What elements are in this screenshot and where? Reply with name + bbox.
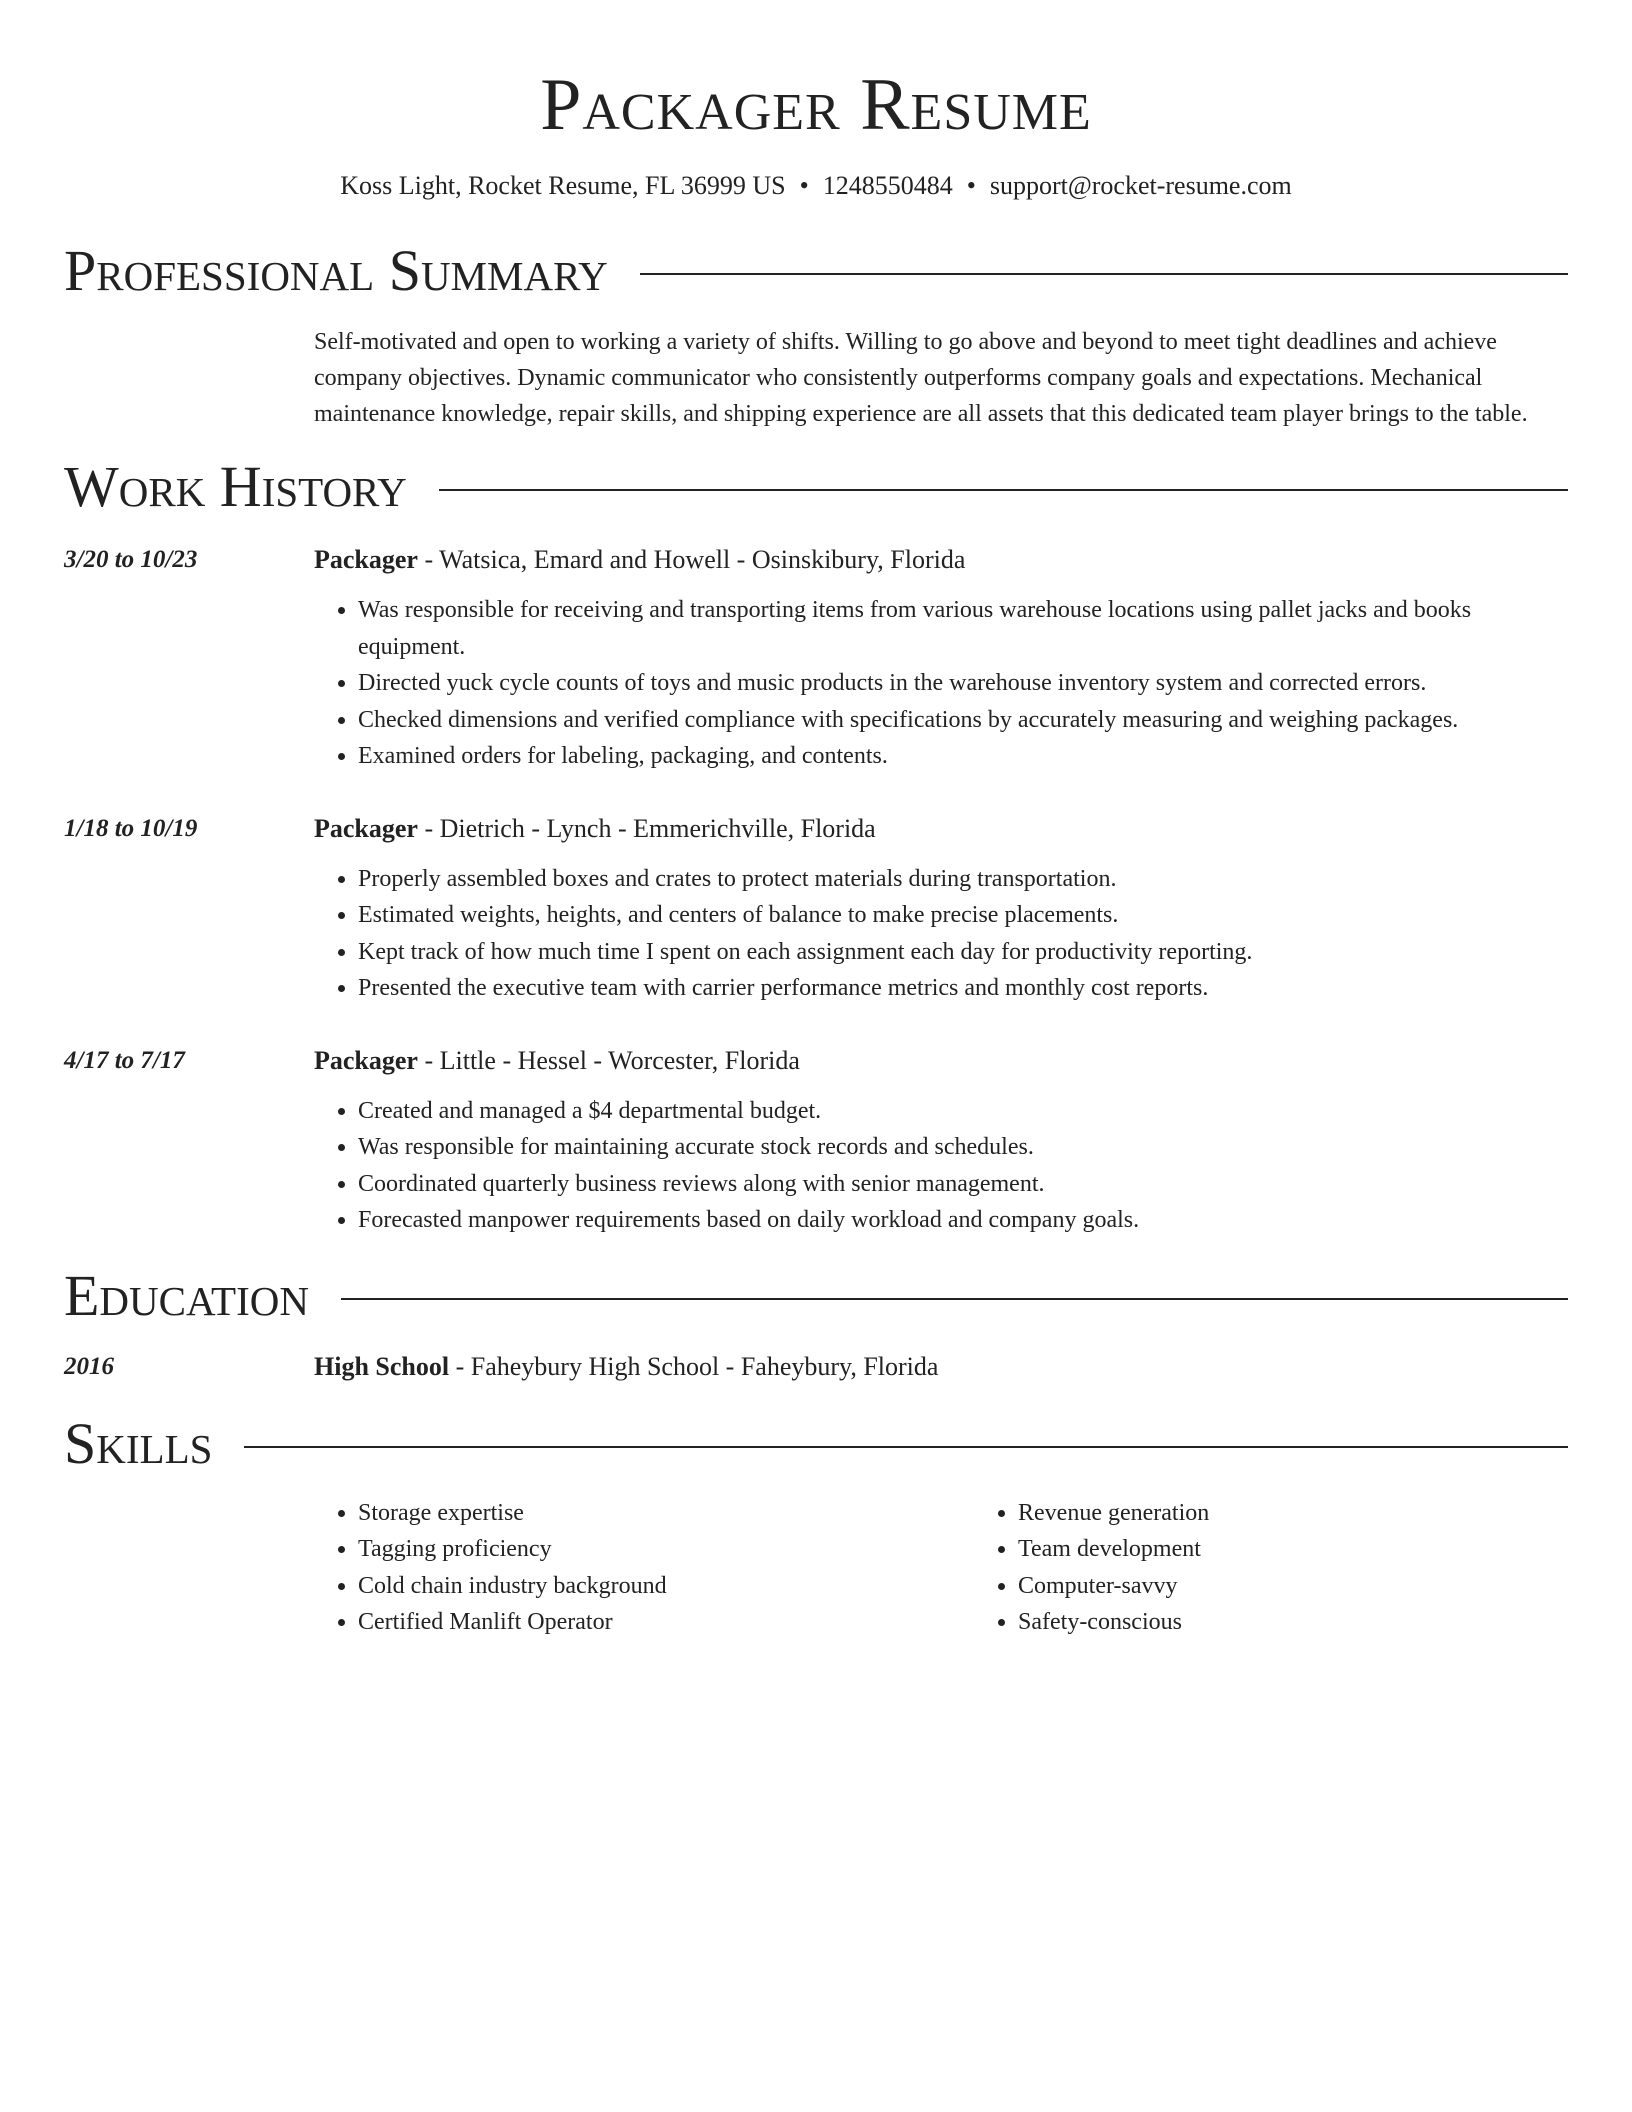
list-item: • Coordinated quarterly business reviews along with senior management. [358,1166,1568,1203]
skills-columns [314,1495,1568,1641]
summary-text: Self-motivated and open to working a variety of shifts. Willing to go above and beyond to meet tight deadlines and achieve company objectives. Dynamic communicator who consistently outperforms company goals and expectations. Mechanical maintenance knowledge, repair skills, and shipping experience are all assets that this dedicated team player brings to the table. [314,329,1528,427]
section-divider [439,489,1568,491]
resume-title: Packager Resume [540,64,1092,146]
section-divider [341,1298,1568,1300]
job-role: Packager [314,545,418,574]
list-item: • Safety-conscious [1018,1604,1632,1641]
job-dates: 3/20 to 10/23 [64,546,198,573]
skills-section-title: Skills [64,1410,213,1476]
job-body [314,811,1568,1007]
summary-section-title: Professional Summary [64,238,608,303]
job-bullets [314,1093,1568,1239]
job-heading [314,542,1568,578]
contact-email: support@rocket-resume.com [989,171,1292,200]
education-year: 2016 [64,1352,114,1380]
list-item: • Team development [1018,1531,1632,1568]
job-role: Packager [314,813,418,843]
contact-phone: 1248550484 [822,171,953,200]
contact-separator: • [799,171,809,200]
job-dates: 1/18 to 10/19 [64,814,198,842]
list-item: • Directed yuck cycle counts of toys and music products in the warehouse inventory system and corrected errors. [358,665,1568,702]
list-item: • Estimated weights, heights, and centers of balance to make precise placements. [358,897,1568,934]
list-item: • Was responsible for maintaining accurate stock records and schedules. [358,1129,1568,1166]
job-heading [314,811,1568,847]
skills-list-left [314,1495,974,1641]
list-item: • Computer-savvy [1018,1568,1632,1605]
list-item: • Examined orders for labeling, packaging, and contents. [358,738,1568,775]
job-bullets [314,592,1568,775]
list-item: • Kept track of how much time I spent on each assignment each day for productivity reporting. [358,934,1568,971]
section-divider [244,1446,1568,1448]
list-item: • Tagging proficiency [358,1531,974,1568]
list-item: • Storage expertise [358,1495,974,1532]
education-degree: High School [314,1351,450,1381]
job-dates: 4/17 to 7/17 [64,1046,185,1074]
job-entry [64,542,1568,775]
job-heading [314,1043,1568,1079]
list-item: • Properly assembled boxes and crates to protect materials during transportation. [358,861,1568,898]
work-history-section-header [64,454,1568,520]
skills-list-right [974,1495,1632,1641]
job-entry [64,811,1568,1007]
education-heading [314,1349,938,1385]
job-body [314,542,1568,775]
education-entry [64,1349,1568,1385]
list-item: • Forecasted manpower requirements based on daily workload and company goals. [358,1202,1568,1239]
list-item: • Certified Manlift Operator [358,1604,974,1641]
job-role: Packager [314,1045,418,1075]
job-employer: - Watsica, Emard and Howell - Osinskibury, Florida [417,545,966,574]
summary-section-header [64,238,1568,304]
list-item: • Revenue generation [1018,1495,1632,1532]
skills-section-header [64,1411,1568,1477]
job-bullets [314,861,1568,1007]
job-employer: - Dietrich - Lynch - Emmerichville, Florida [417,813,876,843]
contact-address: Koss Light, Rocket Resume, FL 36999 US [340,171,786,200]
list-item: • Was responsible for receiving and transporting items from various warehouse locations using pallet jacks and books equipment. [358,592,1568,665]
job-body [314,1043,1568,1239]
contact-separator: • [966,171,976,200]
education-section-title: Education [64,1262,309,1328]
list-item: • Created and managed a $4 departmental budget. [358,1093,1568,1130]
list-item: • Cold chain industry background [358,1568,974,1605]
section-divider [640,273,1568,275]
list-item: • Checked dimensions and verified compliance with specifications by accurately measuring and weighing packages. [358,702,1568,739]
job-employer: - Little - Hessel - Worcester, Florida [417,1045,800,1075]
list-item: • Presented the executive team with carrier performance metrics and monthly cost reports. [358,970,1568,1007]
job-entry [64,1043,1568,1239]
work-history-section-title: Work History [64,454,407,519]
education-section-header [64,1263,1568,1329]
contact-line [64,168,1568,204]
education-school: - Faheybury High School - Faheybury, Florida [449,1351,939,1381]
